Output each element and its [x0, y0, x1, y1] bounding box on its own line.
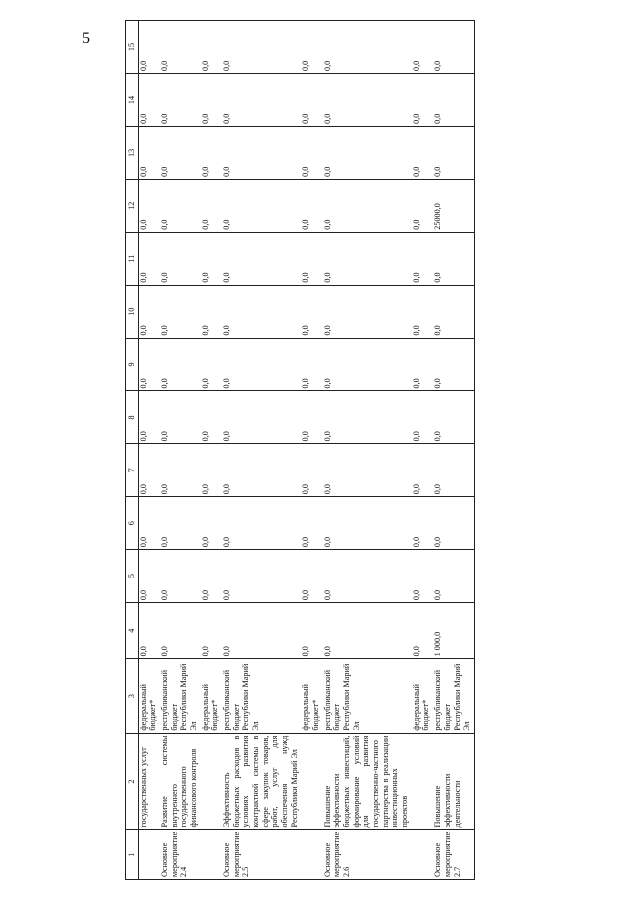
value-cell-4: 1 000,0: [433, 603, 474, 659]
value-cell-9: 0,0: [201, 338, 222, 391]
value-cell-14: 0,0: [201, 74, 222, 127]
value-cell-4: 0,0: [138, 603, 160, 659]
value-cell-4: 0,0: [323, 603, 412, 659]
value-cell-4: 0,0: [160, 603, 201, 659]
value-cell-9: 0,0: [222, 338, 301, 391]
value-cell-4: 0,0: [412, 603, 433, 659]
value-cell-5: 0,0: [323, 550, 412, 603]
value-cell-4: 0,0: [301, 603, 322, 659]
value-cell-8: 0,0: [201, 391, 222, 444]
value-cell-14: 0,0: [433, 74, 474, 127]
value-cell-6: 0,0: [301, 497, 322, 550]
value-cell-14: 0,0: [138, 74, 160, 127]
value-cell-4: 0,0: [201, 603, 222, 659]
value-cell-11: 0,0: [138, 232, 160, 285]
table-row: [160, 21, 201, 880]
column-number-10: 10: [126, 285, 139, 338]
column-number-9: 9: [126, 338, 139, 391]
rotated-table-container: [125, 20, 635, 880]
value-cell-6: 0,0: [412, 497, 433, 550]
value-cell-6: 0,0: [160, 497, 201, 550]
value-cell-14: 0,0: [222, 74, 301, 127]
value-cell-11: 0,0: [412, 232, 433, 285]
value-cell-11: 0,0: [222, 232, 301, 285]
column-number-12: 12: [126, 179, 139, 232]
table-row: [138, 21, 160, 880]
value-cell-5: 0,0: [412, 550, 433, 603]
value-cell-13: 0,0: [138, 126, 160, 179]
column-number-7: 7: [126, 444, 139, 497]
value-cell-14: 0,0: [412, 74, 433, 127]
value-cell-9: 0,0: [138, 338, 160, 391]
value-cell-6: 0,0: [222, 497, 301, 550]
value-cell-7: 0,0: [323, 444, 412, 497]
value-cell-7: 0,0: [433, 444, 474, 497]
value-cell-11: 0,0: [323, 232, 412, 285]
value-cell-7: 0,0: [222, 444, 301, 497]
event-name-cell: Основное мероприятие 2.7: [433, 830, 474, 880]
table-row: [201, 21, 222, 880]
event-name-cell: [201, 830, 222, 880]
value-cell-7: 0,0: [160, 444, 201, 497]
value-cell-10: 0,0: [160, 285, 201, 338]
value-cell-10: 0,0: [201, 285, 222, 338]
funding-source-cell: федеральный бюджет*: [412, 659, 433, 733]
column-number-15: 15: [126, 21, 139, 74]
value-cell-8: 0,0: [301, 391, 322, 444]
value-cell-11: 0,0: [433, 232, 474, 285]
value-cell-14: 0,0: [323, 74, 412, 127]
value-cell-5: 0,0: [222, 550, 301, 603]
table-row: [323, 21, 412, 880]
column-number-6: 6: [126, 497, 139, 550]
column-number-13: 13: [126, 126, 139, 179]
event-description-cell: [301, 733, 322, 830]
column-number-2: 2: [126, 733, 139, 830]
value-cell-8: 0,0: [222, 391, 301, 444]
funding-source-cell: федеральный бюджет*: [201, 659, 222, 733]
value-cell-5: 0,0: [138, 550, 160, 603]
value-cell-13: 0,0: [301, 126, 322, 179]
value-cell-10: 0,0: [323, 285, 412, 338]
value-cell-5: 0,0: [301, 550, 322, 603]
event-name-cell: Основное мероприятие 2.5: [222, 830, 301, 880]
value-cell-12: 0,0: [222, 179, 301, 232]
event-name-cell: Основное мероприятие 2.6: [323, 830, 412, 880]
value-cell-15: 0,0: [222, 21, 301, 74]
event-name-cell: [301, 830, 322, 880]
value-cell-12: 0,0: [138, 179, 160, 232]
value-cell-13: 0,0: [160, 126, 201, 179]
value-cell-8: 0,0: [138, 391, 160, 444]
value-cell-12: 0,0: [201, 179, 222, 232]
funding-source-cell: федеральный бюджет*: [301, 659, 322, 733]
value-cell-12: 0,0: [323, 179, 412, 232]
event-description-cell: государственных услуг: [138, 733, 160, 830]
value-cell-8: 0,0: [160, 391, 201, 444]
column-number-5: 5: [126, 550, 139, 603]
event-description-cell: [201, 733, 222, 830]
value-cell-15: 0,0: [323, 21, 412, 74]
value-cell-6: 0,0: [433, 497, 474, 550]
value-cell-9: 0,0: [412, 338, 433, 391]
column-number-14: 14: [126, 74, 139, 127]
value-cell-10: 0,0: [222, 285, 301, 338]
page-number: 5: [82, 30, 90, 47]
value-cell-7: 0,0: [412, 444, 433, 497]
value-cell-14: 0,0: [301, 74, 322, 127]
column-number-3: 3: [126, 659, 139, 733]
funding-source-cell: республиканский бюджет Республики Марий Эл: [433, 659, 474, 733]
event-description-cell: Повышение эффективности деятельности: [433, 733, 474, 830]
funding-source-cell: республиканский бюджет Республики Марий Эл: [323, 659, 412, 733]
column-number-1: 1: [126, 830, 139, 880]
value-cell-12: 0,0: [412, 179, 433, 232]
value-cell-6: 0,0: [323, 497, 412, 550]
value-cell-13: 0,0: [412, 126, 433, 179]
value-cell-13: 0,0: [433, 126, 474, 179]
budget-table: [125, 20, 475, 880]
value-cell-11: 0,0: [301, 232, 322, 285]
value-cell-4: 0,0: [222, 603, 301, 659]
value-cell-8: 0,0: [323, 391, 412, 444]
value-cell-7: 0,0: [138, 444, 160, 497]
value-cell-9: 0,0: [301, 338, 322, 391]
value-cell-15: 0,0: [412, 21, 433, 74]
table-row: [412, 21, 433, 880]
value-cell-8: 0,0: [412, 391, 433, 444]
value-cell-7: 0,0: [201, 444, 222, 497]
value-cell-5: 0,0: [433, 550, 474, 603]
value-cell-13: 0,0: [222, 126, 301, 179]
column-number-8: 8: [126, 391, 139, 444]
value-cell-12: 0,0: [301, 179, 322, 232]
value-cell-5: 0,0: [160, 550, 201, 603]
value-cell-5: 0,0: [201, 550, 222, 603]
value-cell-9: 0,0: [160, 338, 201, 391]
value-cell-10: 0,0: [301, 285, 322, 338]
event-name-cell: Основное мероприятие 2.4: [160, 830, 201, 880]
value-cell-11: 0,0: [201, 232, 222, 285]
table-row: [301, 21, 322, 880]
event-description-cell: [412, 733, 433, 830]
event-description-cell: Развитие системы внутреннего государственного финансового контроля: [160, 733, 201, 830]
value-cell-6: 0,0: [138, 497, 160, 550]
value-cell-15: 0,0: [301, 21, 322, 74]
value-cell-10: 0,0: [138, 285, 160, 338]
value-cell-8: 0,0: [433, 391, 474, 444]
value-cell-14: 0,0: [160, 74, 201, 127]
value-cell-13: 0,0: [323, 126, 412, 179]
value-cell-11: 0,0: [160, 232, 201, 285]
value-cell-15: 0,0: [201, 21, 222, 74]
value-cell-12: 25000,0: [433, 179, 474, 232]
funding-source-cell: федеральный бюджет*: [138, 659, 160, 733]
value-cell-7: 0,0: [301, 444, 322, 497]
column-number-header: [126, 21, 139, 880]
table-row: [222, 21, 301, 880]
value-cell-15: 0,0: [433, 21, 474, 74]
table-row: [433, 21, 474, 880]
funding-source-cell: республиканский бюджет Республики Марий Эл: [160, 659, 201, 733]
value-cell-10: 0,0: [412, 285, 433, 338]
funding-source-cell: республиканский бюджет Республики Марий Эл: [222, 659, 301, 733]
column-number-4: 4: [126, 603, 139, 659]
value-cell-12: 0,0: [160, 179, 201, 232]
event-description-cell: Повышение эффективности бюджетных инвестиций, формирование условий для развития государственно-частного партнерства в реализации инвестиционных проектов: [323, 733, 412, 830]
value-cell-15: 0,0: [160, 21, 201, 74]
value-cell-13: 0,0: [201, 126, 222, 179]
event-description-cell: Эффективность бюджетных расходов в условиях развития контрактной системы в сфере закупок товаров, работ, услуг для обеспечения нужд Республики Марий Эл: [222, 733, 301, 830]
value-cell-15: 0,0: [138, 21, 160, 74]
value-cell-9: 0,0: [323, 338, 412, 391]
value-cell-6: 0,0: [201, 497, 222, 550]
table-body: [138, 21, 474, 880]
value-cell-9: 0,0: [433, 338, 474, 391]
event-name-cell: [412, 830, 433, 880]
column-number-11: 11: [126, 232, 139, 285]
event-name-cell: [138, 830, 160, 880]
value-cell-10: 0,0: [433, 285, 474, 338]
